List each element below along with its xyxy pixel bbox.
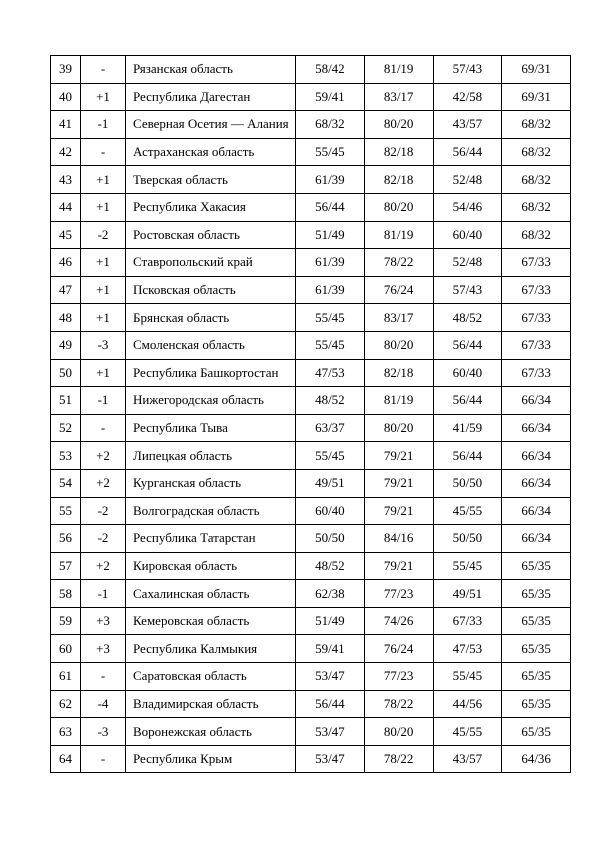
ratio-cell-4: 69/31 xyxy=(502,56,571,84)
ratio-cell-4: 67/33 xyxy=(502,276,571,304)
rank-cell: 48 xyxy=(51,304,81,332)
rank-change-cell: +2 xyxy=(81,469,126,497)
table-row xyxy=(51,745,571,773)
ratio-cell-2: 82/18 xyxy=(364,166,433,194)
table-row xyxy=(51,497,571,525)
region-name-cell: Ростовская область xyxy=(126,221,296,249)
ratio-cell-1: 61/39 xyxy=(296,166,365,194)
ratio-cell-3: 43/57 xyxy=(433,111,502,139)
table-row xyxy=(51,193,571,221)
ratio-cell-3: 48/52 xyxy=(433,304,502,332)
region-name-cell: Саратовская область xyxy=(126,663,296,691)
table-row xyxy=(51,111,571,139)
ratio-cell-1: 61/39 xyxy=(296,276,365,304)
region-name-cell: Северная Осетия — Алания xyxy=(126,111,296,139)
table-row xyxy=(51,663,571,691)
ratio-cell-1: 55/45 xyxy=(296,442,365,470)
ratio-cell-1: 62/38 xyxy=(296,580,365,608)
ratio-cell-2: 80/20 xyxy=(364,718,433,746)
ratio-cell-1: 49/51 xyxy=(296,469,365,497)
table-row xyxy=(51,469,571,497)
ratio-cell-2: 79/21 xyxy=(364,552,433,580)
ratio-cell-4: 68/32 xyxy=(502,111,571,139)
ranking-table-body xyxy=(51,56,571,773)
ratio-cell-4: 65/35 xyxy=(502,718,571,746)
rank-change-cell: +1 xyxy=(81,166,126,194)
ratio-cell-4: 66/34 xyxy=(502,442,571,470)
region-name-cell: Липецкая область xyxy=(126,442,296,470)
ratio-cell-4: 66/34 xyxy=(502,497,571,525)
table-row xyxy=(51,387,571,415)
rank-cell: 40 xyxy=(51,83,81,111)
rank-cell: 46 xyxy=(51,249,81,277)
rank-change-cell: +1 xyxy=(81,249,126,277)
ratio-cell-1: 50/50 xyxy=(296,525,365,553)
region-name-cell: Брянская область xyxy=(126,304,296,332)
rank-cell: 39 xyxy=(51,56,81,84)
ratio-cell-1: 55/45 xyxy=(296,331,365,359)
rank-change-cell: - xyxy=(81,745,126,773)
ratio-cell-4: 67/33 xyxy=(502,331,571,359)
ratio-cell-3: 42/58 xyxy=(433,83,502,111)
region-name-cell: Сахалинская область xyxy=(126,580,296,608)
ratio-cell-3: 43/57 xyxy=(433,745,502,773)
ratio-cell-2: 78/22 xyxy=(364,745,433,773)
ratio-cell-4: 65/35 xyxy=(502,607,571,635)
rank-cell: 41 xyxy=(51,111,81,139)
table-row xyxy=(51,83,571,111)
ratio-cell-3: 50/50 xyxy=(433,525,502,553)
table-row xyxy=(51,718,571,746)
table-row xyxy=(51,414,571,442)
region-name-cell: Владимирская область xyxy=(126,690,296,718)
region-name-cell: Республика Башкортостан xyxy=(126,359,296,387)
rank-cell: 42 xyxy=(51,138,81,166)
rank-cell: 51 xyxy=(51,387,81,415)
ratio-cell-2: 78/22 xyxy=(364,690,433,718)
ratio-cell-3: 52/48 xyxy=(433,249,502,277)
ratio-cell-2: 81/19 xyxy=(364,387,433,415)
rank-change-cell: -3 xyxy=(81,331,126,359)
ratio-cell-2: 76/24 xyxy=(364,635,433,663)
ratio-cell-1: 55/45 xyxy=(296,304,365,332)
region-name-cell: Нижегородская область xyxy=(126,387,296,415)
ratio-cell-2: 79/21 xyxy=(364,497,433,525)
ratio-cell-3: 56/44 xyxy=(433,387,502,415)
ratio-cell-1: 58/42 xyxy=(296,56,365,84)
rank-cell: 49 xyxy=(51,331,81,359)
table-row xyxy=(51,690,571,718)
rank-change-cell: - xyxy=(81,414,126,442)
rank-cell: 45 xyxy=(51,221,81,249)
ratio-cell-2: 76/24 xyxy=(364,276,433,304)
rank-cell: 55 xyxy=(51,497,81,525)
ratio-cell-2: 81/19 xyxy=(364,56,433,84)
rank-change-cell: +1 xyxy=(81,304,126,332)
ratio-cell-3: 55/45 xyxy=(433,552,502,580)
table-row xyxy=(51,221,571,249)
region-name-cell: Республика Крым xyxy=(126,745,296,773)
rank-cell: 64 xyxy=(51,745,81,773)
ratio-cell-4: 68/32 xyxy=(502,193,571,221)
rank-cell: 63 xyxy=(51,718,81,746)
ratio-cell-2: 80/20 xyxy=(364,331,433,359)
ratio-cell-2: 84/16 xyxy=(364,525,433,553)
rank-change-cell: +3 xyxy=(81,607,126,635)
ratio-cell-3: 44/56 xyxy=(433,690,502,718)
region-name-cell: Смоленская область xyxy=(126,331,296,359)
ratio-cell-1: 55/45 xyxy=(296,138,365,166)
ratio-cell-4: 66/34 xyxy=(502,525,571,553)
ratio-cell-2: 80/20 xyxy=(364,414,433,442)
rank-change-cell: -2 xyxy=(81,221,126,249)
region-name-cell: Республика Дагестан xyxy=(126,83,296,111)
table-row xyxy=(51,166,571,194)
table-row xyxy=(51,442,571,470)
region-name-cell: Астраханская область xyxy=(126,138,296,166)
region-name-cell: Ставропольский край xyxy=(126,249,296,277)
rank-cell: 58 xyxy=(51,580,81,608)
region-name-cell: Волгоградская область xyxy=(126,497,296,525)
region-name-cell: Республика Хакасия xyxy=(126,193,296,221)
rank-cell: 57 xyxy=(51,552,81,580)
ratio-cell-2: 74/26 xyxy=(364,607,433,635)
ratio-cell-1: 60/40 xyxy=(296,497,365,525)
rank-change-cell: -3 xyxy=(81,718,126,746)
table-row xyxy=(51,56,571,84)
rank-change-cell: +3 xyxy=(81,635,126,663)
rank-change-cell: -2 xyxy=(81,497,126,525)
region-name-cell: Республика Тыва xyxy=(126,414,296,442)
rank-cell: 53 xyxy=(51,442,81,470)
ratio-cell-3: 56/44 xyxy=(433,442,502,470)
ratio-cell-2: 83/17 xyxy=(364,83,433,111)
rank-cell: 54 xyxy=(51,469,81,497)
region-name-cell: Воронежская область xyxy=(126,718,296,746)
ratio-cell-4: 66/34 xyxy=(502,387,571,415)
ratio-cell-4: 67/33 xyxy=(502,249,571,277)
ratio-cell-4: 64/36 xyxy=(502,745,571,773)
table-row xyxy=(51,359,571,387)
rank-cell: 56 xyxy=(51,525,81,553)
ratio-cell-4: 68/32 xyxy=(502,166,571,194)
rank-change-cell: +1 xyxy=(81,359,126,387)
ratio-cell-4: 65/35 xyxy=(502,663,571,691)
region-name-cell: Курганская область xyxy=(126,469,296,497)
ratio-cell-4: 68/32 xyxy=(502,138,571,166)
ratio-cell-1: 51/49 xyxy=(296,221,365,249)
ratio-cell-4: 67/33 xyxy=(502,359,571,387)
ratio-cell-1: 53/47 xyxy=(296,745,365,773)
rank-change-cell: +1 xyxy=(81,193,126,221)
ratio-cell-1: 56/44 xyxy=(296,193,365,221)
ratio-cell-3: 55/45 xyxy=(433,663,502,691)
table-row xyxy=(51,331,571,359)
ratio-cell-1: 53/47 xyxy=(296,663,365,691)
ratio-cell-3: 60/40 xyxy=(433,359,502,387)
rank-change-cell: - xyxy=(81,56,126,84)
ratio-cell-1: 63/37 xyxy=(296,414,365,442)
ratio-cell-3: 67/33 xyxy=(433,607,502,635)
ratio-cell-2: 79/21 xyxy=(364,469,433,497)
ratio-cell-1: 48/52 xyxy=(296,552,365,580)
rank-cell: 47 xyxy=(51,276,81,304)
ratio-cell-1: 48/52 xyxy=(296,387,365,415)
rank-change-cell: -1 xyxy=(81,111,126,139)
rank-cell: 50 xyxy=(51,359,81,387)
rank-change-cell: -4 xyxy=(81,690,126,718)
region-name-cell: Кировская область xyxy=(126,552,296,580)
table-row xyxy=(51,552,571,580)
table-row xyxy=(51,138,571,166)
table-row xyxy=(51,607,571,635)
ratio-cell-4: 65/35 xyxy=(502,635,571,663)
ratio-cell-4: 67/33 xyxy=(502,304,571,332)
rank-change-cell: +2 xyxy=(81,442,126,470)
ratio-cell-3: 52/48 xyxy=(433,166,502,194)
region-name-cell: Тверская область xyxy=(126,166,296,194)
table-row xyxy=(51,525,571,553)
table-row xyxy=(51,580,571,608)
table-row xyxy=(51,276,571,304)
ratio-cell-4: 68/32 xyxy=(502,221,571,249)
ranking-table xyxy=(50,55,571,773)
ratio-cell-4: 69/31 xyxy=(502,83,571,111)
ratio-cell-2: 79/21 xyxy=(364,442,433,470)
ratio-cell-3: 41/59 xyxy=(433,414,502,442)
region-name-cell: Кемеровская область xyxy=(126,607,296,635)
rank-cell: 61 xyxy=(51,663,81,691)
ratio-cell-2: 77/23 xyxy=(364,663,433,691)
ratio-cell-2: 77/23 xyxy=(364,580,433,608)
rank-change-cell: +2 xyxy=(81,552,126,580)
rank-change-cell: -2 xyxy=(81,525,126,553)
ratio-cell-3: 50/50 xyxy=(433,469,502,497)
rank-change-cell: -1 xyxy=(81,387,126,415)
rank-cell: 59 xyxy=(51,607,81,635)
ratio-cell-2: 83/17 xyxy=(364,304,433,332)
ratio-cell-3: 56/44 xyxy=(433,331,502,359)
rank-change-cell: - xyxy=(81,138,126,166)
ratio-cell-1: 61/39 xyxy=(296,249,365,277)
ratio-cell-2: 80/20 xyxy=(364,111,433,139)
rank-change-cell: - xyxy=(81,663,126,691)
table-row xyxy=(51,635,571,663)
table-row xyxy=(51,304,571,332)
ratio-cell-4: 65/35 xyxy=(502,580,571,608)
rank-cell: 60 xyxy=(51,635,81,663)
rank-cell: 44 xyxy=(51,193,81,221)
ratio-cell-2: 81/19 xyxy=(364,221,433,249)
ratio-cell-1: 68/32 xyxy=(296,111,365,139)
region-name-cell: Псковская область xyxy=(126,276,296,304)
ratio-cell-1: 56/44 xyxy=(296,690,365,718)
ratio-cell-1: 51/49 xyxy=(296,607,365,635)
ratio-cell-4: 65/35 xyxy=(502,552,571,580)
rank-cell: 62 xyxy=(51,690,81,718)
table-row xyxy=(51,249,571,277)
ratio-cell-4: 66/34 xyxy=(502,469,571,497)
ratio-cell-2: 80/20 xyxy=(364,193,433,221)
ratio-cell-1: 53/47 xyxy=(296,718,365,746)
ratio-cell-1: 59/41 xyxy=(296,635,365,663)
region-name-cell: Республика Татарстан xyxy=(126,525,296,553)
ratio-cell-3: 57/43 xyxy=(433,276,502,304)
ratio-cell-2: 82/18 xyxy=(364,359,433,387)
ratio-cell-1: 59/41 xyxy=(296,83,365,111)
rank-cell: 52 xyxy=(51,414,81,442)
rank-change-cell: +1 xyxy=(81,83,126,111)
ratio-cell-3: 45/55 xyxy=(433,497,502,525)
rank-cell: 43 xyxy=(51,166,81,194)
ratio-cell-3: 47/53 xyxy=(433,635,502,663)
ratio-cell-3: 60/40 xyxy=(433,221,502,249)
region-name-cell: Республика Калмыкия xyxy=(126,635,296,663)
ratio-cell-3: 57/43 xyxy=(433,56,502,84)
ratio-cell-4: 65/35 xyxy=(502,690,571,718)
ratio-cell-3: 56/44 xyxy=(433,138,502,166)
region-name-cell: Рязанская область xyxy=(126,56,296,84)
rank-change-cell: -1 xyxy=(81,580,126,608)
ratio-cell-2: 82/18 xyxy=(364,138,433,166)
ratio-cell-3: 54/46 xyxy=(433,193,502,221)
ratio-cell-3: 49/51 xyxy=(433,580,502,608)
ratio-cell-3: 45/55 xyxy=(433,718,502,746)
ratio-cell-4: 66/34 xyxy=(502,414,571,442)
ratio-cell-2: 78/22 xyxy=(364,249,433,277)
rank-change-cell: +1 xyxy=(81,276,126,304)
ratio-cell-1: 47/53 xyxy=(296,359,365,387)
